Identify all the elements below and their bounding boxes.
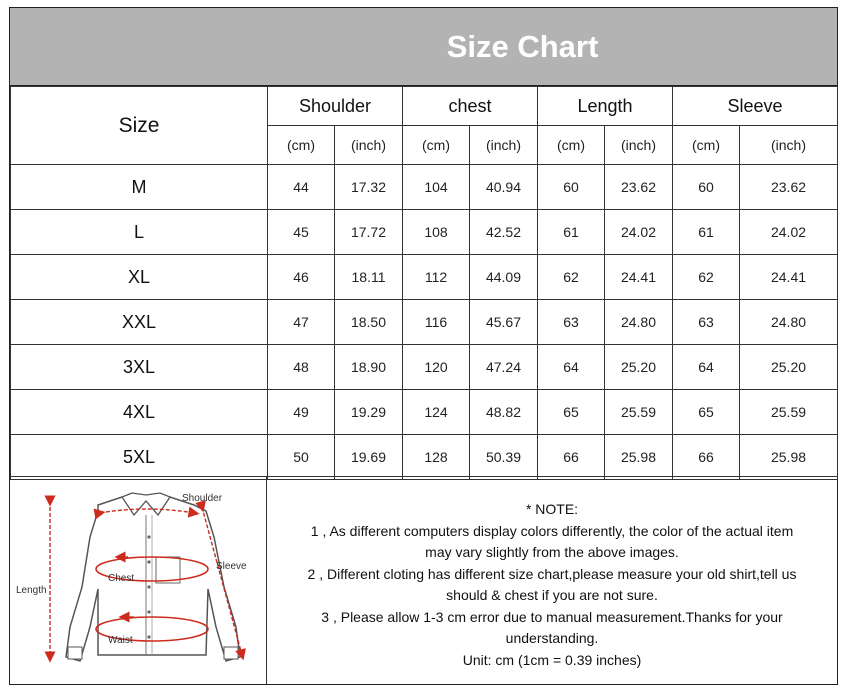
measurement-cell: 112 xyxy=(403,255,470,300)
measurement-cell: 124 xyxy=(403,390,470,435)
measurement-cell: 45 xyxy=(268,210,335,255)
measurement-cell: 47.24 xyxy=(470,345,538,390)
note-line: 3 , Please allow 1-3 cm error due to manual measurement.Thanks for your xyxy=(321,608,783,625)
size-table xyxy=(10,86,838,480)
unit-header: (cm) xyxy=(403,126,470,165)
measurement-cell: 23.62 xyxy=(740,165,838,210)
measurement-cell: 25.59 xyxy=(740,390,838,435)
measurement-cell: 19.69 xyxy=(335,435,403,480)
unit-header: (cm) xyxy=(673,126,740,165)
unit-header: (inch) xyxy=(470,126,538,165)
measurement-cell: 44.09 xyxy=(470,255,538,300)
size-cell: XL xyxy=(11,255,268,300)
title-bar xyxy=(10,8,837,86)
measurement-cell: 17.32 xyxy=(335,165,403,210)
measurement-cell: 24.41 xyxy=(605,255,673,300)
measurement-cell: 24.80 xyxy=(740,300,838,345)
measurement-cell: 18.90 xyxy=(335,345,403,390)
shirt-diagram xyxy=(10,477,267,685)
measurement-cell: 49 xyxy=(268,390,335,435)
note-line: 2 , Different cloting has different size chart,please measure your old shirt,tell us xyxy=(307,565,797,582)
label-length: Length xyxy=(16,585,47,596)
size-chart-frame xyxy=(9,7,838,685)
measurement-cell: 18.50 xyxy=(335,300,403,345)
measurement-cell: 24.41 xyxy=(740,255,838,300)
info-section xyxy=(10,476,837,684)
measurement-cell: 66 xyxy=(673,435,740,480)
measurement-cell: 116 xyxy=(403,300,470,345)
measurement-cell: 60 xyxy=(538,165,605,210)
note-line: understanding. xyxy=(505,630,599,646)
measurement-cell: 66 xyxy=(538,435,605,480)
measurement-cell: 62 xyxy=(673,255,740,300)
size-cell: M xyxy=(11,165,268,210)
notes-block xyxy=(267,477,837,685)
label-chest: Chest xyxy=(108,573,135,584)
size-cell: 4XL xyxy=(11,390,268,435)
note-line: should & chest if you are not sure. xyxy=(446,587,658,603)
size-rows xyxy=(11,165,838,480)
table-row xyxy=(11,255,838,300)
size-header: Size xyxy=(11,87,268,165)
unit-header: (inch) xyxy=(605,126,673,165)
note-line: may vary slightly from the above images. xyxy=(425,544,679,560)
measurement-cell: 128 xyxy=(403,435,470,480)
measurement-cell: 120 xyxy=(403,345,470,390)
measurement-cell: 19.29 xyxy=(335,390,403,435)
measurement-cell: 64 xyxy=(673,345,740,390)
measurement-cell: 63 xyxy=(538,300,605,345)
measurement-cell: 47 xyxy=(268,300,335,345)
measurement-cell: 48.82 xyxy=(470,390,538,435)
measurement-cell: 65 xyxy=(538,390,605,435)
measurement-cell: 60 xyxy=(673,165,740,210)
unit-header: (cm) xyxy=(268,126,335,165)
measurement-cell: 24.02 xyxy=(740,210,838,255)
size-cell: XXL xyxy=(11,300,268,345)
measurement-cell: 61 xyxy=(673,210,740,255)
column-header-length: Length xyxy=(538,87,673,126)
measurement-cell: 25.98 xyxy=(740,435,838,480)
measurement-cell: 25.20 xyxy=(740,345,838,390)
measurement-cell: 25.98 xyxy=(605,435,673,480)
shirt-illustration xyxy=(10,477,266,685)
table-row xyxy=(11,390,838,435)
measurement-cell: 24.80 xyxy=(605,300,673,345)
measurement-cell: 108 xyxy=(403,210,470,255)
unit-header: (cm) xyxy=(538,126,605,165)
measurement-cell: 65 xyxy=(673,390,740,435)
size-cell: 5XL xyxy=(11,435,268,480)
measurement-cell: 18.11 xyxy=(335,255,403,300)
column-header-shoulder: Shoulder xyxy=(268,87,403,126)
table-row xyxy=(11,435,838,480)
size-cell: 3XL xyxy=(11,345,268,390)
note-line: * NOTE: xyxy=(525,501,579,517)
label-shoulder: Shoulder xyxy=(182,493,223,504)
chart-title: Size Chart xyxy=(446,29,599,64)
measurement-cell: 44 xyxy=(268,165,335,210)
measurement-cell: 46 xyxy=(268,255,335,300)
measurement-cell: 25.59 xyxy=(605,390,673,435)
column-header-sleeve: Sleeve xyxy=(673,87,838,126)
measurement-cell: 42.52 xyxy=(470,210,538,255)
shirt-outline xyxy=(66,497,240,661)
measurement-cell: 45.67 xyxy=(470,300,538,345)
measurement-cell: 23.62 xyxy=(605,165,673,210)
measurement-cell: 62 xyxy=(538,255,605,300)
table-row xyxy=(11,210,838,255)
table-row xyxy=(11,165,838,210)
unit-header: (inch) xyxy=(335,126,403,165)
label-waist: Waist xyxy=(108,635,133,646)
note-line: Unit: cm (1cm = 0.39 inches) xyxy=(462,651,642,668)
measurement-cell: 64 xyxy=(538,345,605,390)
measurement-cell: 40.94 xyxy=(470,165,538,210)
measurement-cell: 25.20 xyxy=(605,345,673,390)
column-header-chest: chest xyxy=(403,87,538,126)
measurement-cell: 104 xyxy=(403,165,470,210)
unit-header: (inch) xyxy=(740,126,838,165)
measurement-cell: 50.39 xyxy=(470,435,538,480)
measurement-cell: 61 xyxy=(538,210,605,255)
size-cell: L xyxy=(11,210,268,255)
measurement-cell: 50 xyxy=(268,435,335,480)
table-row xyxy=(11,345,838,390)
note-line: 1 , As different computers display colors differently, the color of the actual item xyxy=(310,522,794,539)
measurement-cell: 48 xyxy=(268,345,335,390)
measurement-cell: 63 xyxy=(673,300,740,345)
measurement-cell: 17.72 xyxy=(335,210,403,255)
table-row xyxy=(11,300,838,345)
label-sleeve: Sleeve xyxy=(216,561,247,572)
measurement-cell: 24.02 xyxy=(605,210,673,255)
